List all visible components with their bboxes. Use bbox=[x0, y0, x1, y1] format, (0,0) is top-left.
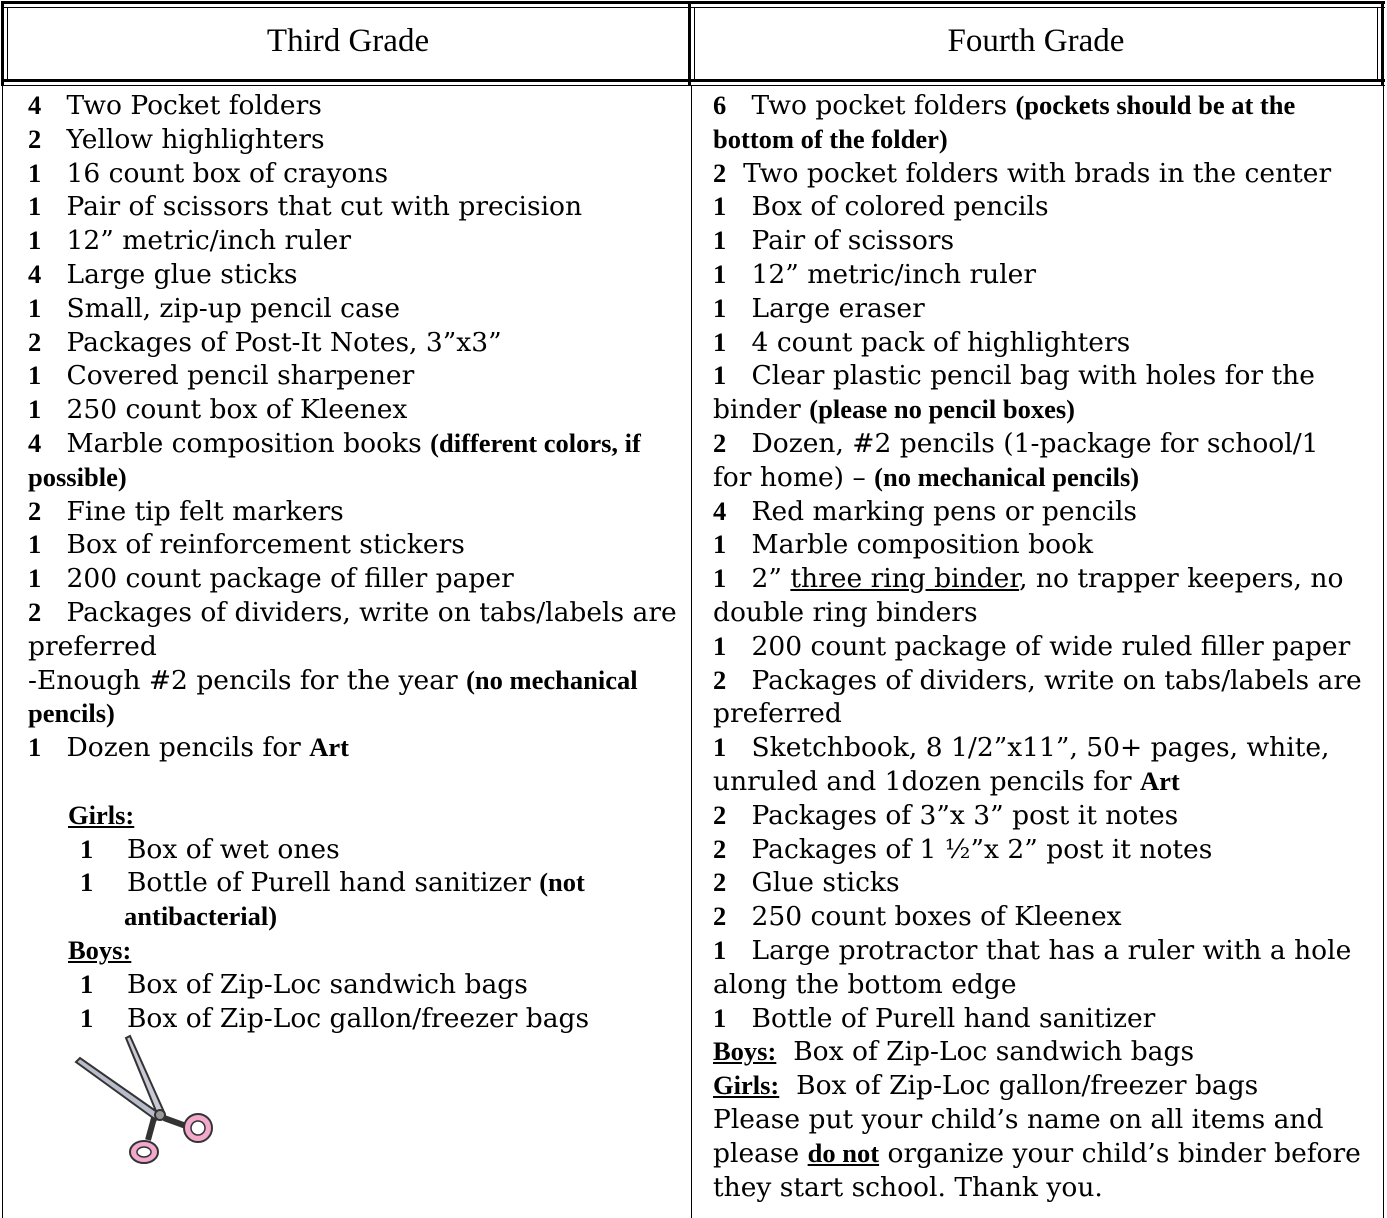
girls-label: Girls: bbox=[68, 799, 135, 830]
list-item-continuation: pencils) bbox=[28, 698, 115, 729]
note-line-1: Please put your child’s name on all items and bbox=[713, 1103, 1324, 1135]
list-item: 2 Packages of dividers, write on tabs/labels are bbox=[28, 596, 677, 628]
list-item: 1 Clear plastic pencil bag with holes for the bbox=[713, 360, 1315, 392]
right-border-body bbox=[1383, 85, 1384, 1218]
list-item: 1 Bottle of Purell hand sanitizer (not bbox=[80, 867, 585, 899]
third-grade-list bbox=[28, 89, 688, 1035]
girls-item: Girls: Box of Zip-Loc gallon/freezer bags bbox=[713, 1070, 1259, 1102]
list-item: 1 Box of wet ones bbox=[80, 833, 340, 865]
list-item: 4 Two Pocket folders bbox=[28, 90, 322, 121]
list-item: 1 12” metric/inch ruler bbox=[713, 258, 1037, 290]
list-item: 2 Packages of 3”x 3” post it notes bbox=[713, 799, 1179, 831]
middle-border bbox=[688, 1, 691, 85]
list-item: 4 Large glue sticks bbox=[28, 258, 298, 290]
list-item-continuation: along the bottom edge bbox=[713, 968, 1017, 1000]
list-item: 1 Covered pencil sharpener bbox=[28, 360, 415, 392]
list-item: 1 Sketchbook, 8 1/2”x11”, 50+ pages, white, bbox=[713, 732, 1330, 764]
list-item: 1 4 count pack of highlighters bbox=[713, 326, 1131, 358]
list-item: 2 Two pocket folders with brads in the center bbox=[713, 157, 1332, 189]
fourth-grade-list bbox=[713, 89, 1378, 1204]
list-item: 1 250 count box of Kleenex bbox=[28, 394, 408, 426]
list-item: 2 Fine tip felt markers bbox=[28, 495, 344, 527]
list-item: -Enough #2 pencils for the year (no mechanical bbox=[28, 664, 638, 696]
list-item-continuation: for home) – (no mechanical pencils) bbox=[713, 461, 1140, 493]
list-item: 2 Glue sticks bbox=[713, 867, 900, 899]
list-item: 1 Box of Zip-Loc sandwich bags bbox=[80, 968, 528, 1000]
list-item: 2 Packages of dividers, write on tabs/labels are bbox=[713, 664, 1362, 696]
list-item: 4 Marble composition books (different colors, if bbox=[28, 427, 641, 459]
left-border-body bbox=[2, 85, 3, 1218]
list-item: 1 Marble composition book bbox=[713, 529, 1094, 561]
middle-border-body bbox=[691, 85, 692, 1218]
list-item: 1 Box of colored pencils bbox=[713, 191, 1049, 223]
list-item: 1 Large eraser bbox=[713, 292, 925, 324]
list-item: 2 Dozen, #2 pencils (1-package for school/1 bbox=[713, 427, 1319, 459]
list-item: 2 Yellow highlighters bbox=[28, 123, 325, 155]
note-line-2: please do not organize your child’s binder before bbox=[713, 1137, 1361, 1169]
list-item: 1 Pair of scissors that cut with precision bbox=[28, 191, 583, 223]
list-item-continuation: possible) bbox=[28, 461, 127, 492]
list-item-continuation: antibacterial) bbox=[124, 901, 278, 932]
list-item: 1 200 count package of filler paper bbox=[28, 563, 514, 595]
list-item: 6 Two pocket folders (pockets should be at the bbox=[713, 90, 1296, 121]
list-item: 1 200 count package of wide ruled filler paper bbox=[713, 630, 1351, 662]
list-item: 1 Box of reinforcement stickers bbox=[28, 529, 465, 561]
right-border-inner bbox=[1377, 7, 1378, 82]
left-border bbox=[1, 1, 4, 85]
list-item: 1 Bottle of Purell hand sanitizer bbox=[713, 1002, 1156, 1034]
header-fourth-grade bbox=[695, 0, 1377, 82]
header-third-grade bbox=[8, 0, 688, 82]
list-item: 1 2” three ring binder, no trapper keepers, no bbox=[713, 563, 1344, 595]
header-third-grade-text: Third Grade bbox=[266, 22, 430, 59]
list-item: 1 Box of Zip-Loc gallon/freezer bags bbox=[80, 1002, 590, 1034]
list-item: 1 16 count box of crayons bbox=[28, 157, 389, 189]
list-item: 1 Pair of scissors bbox=[713, 225, 955, 257]
list-item-continuation: binder (please no pencil boxes) bbox=[713, 394, 1076, 426]
list-item: 1 Dozen pencils for Art bbox=[28, 732, 349, 764]
list-item-continuation: preferred bbox=[28, 630, 157, 662]
header-bottom-border-2 bbox=[1, 85, 1385, 86]
boys-item: Boys: Box of Zip-Loc sandwich bags bbox=[713, 1036, 1195, 1068]
list-item: 1 Large protractor that has a ruler with a hole bbox=[713, 934, 1352, 966]
list-item-continuation: double ring binders bbox=[713, 596, 978, 628]
right-border bbox=[1381, 1, 1384, 85]
list-item-continuation: bottom of the folder) bbox=[713, 123, 948, 154]
boys-label: Boys: bbox=[68, 934, 132, 965]
header-fourth-grade-text: Fourth Grade bbox=[947, 22, 1125, 59]
list-item: 2 Packages of Post-It Notes, 3”x3” bbox=[28, 326, 502, 358]
spacer bbox=[28, 765, 688, 799]
list-item-continuation: unruled and 1dozen pencils for Art bbox=[713, 765, 1180, 797]
list-item: 1 Small, zip-up pencil case bbox=[28, 292, 401, 324]
scissors-icon bbox=[68, 1032, 218, 1172]
list-item-continuation: preferred bbox=[713, 698, 842, 730]
list-item: 4 Red marking pens or pencils bbox=[713, 495, 1138, 527]
list-item: 2 250 count boxes of Kleenex bbox=[713, 901, 1122, 933]
list-item: 2 Packages of 1 ½”x 2” post it notes bbox=[713, 833, 1213, 865]
note-line-3: they start school. Thank you. bbox=[713, 1171, 1103, 1203]
list-item: 1 12” metric/inch ruler bbox=[28, 225, 352, 257]
